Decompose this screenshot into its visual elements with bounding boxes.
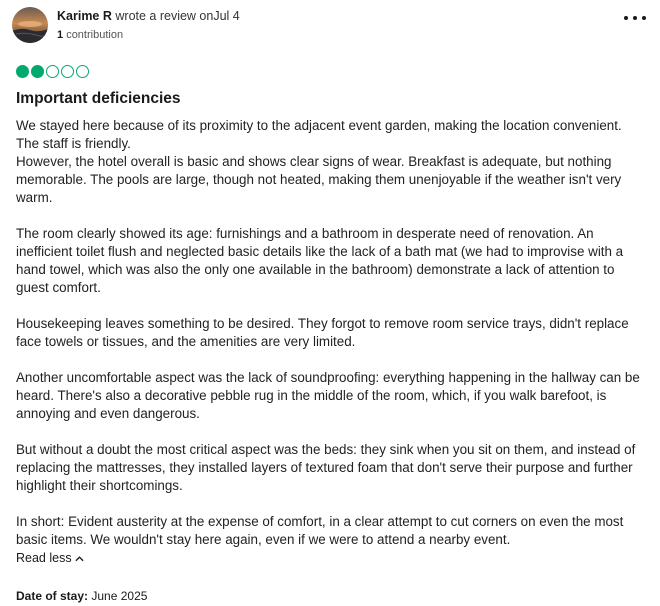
author-name[interactable]: Karime R <box>57 9 112 23</box>
avatar-image <box>12 7 48 43</box>
review-paragraph: Another uncomfortable aspect was the lack of soundproofing: everything happening in the hallway can be heard. There's also a decorative pebble rug in the middle of the room, which, if you walk barefoot, is annoying and even dangerous. <box>16 370 640 421</box>
review-paragraph: In short: Evident austerity at the expense of comfort, in a clear attempt to cut corners on even the most basic items. We wouldn't stay here again, even if we were to attend a nearby event. <box>16 514 624 547</box>
contribution-label: contribution <box>66 29 124 41</box>
more-dot <box>642 16 646 20</box>
author-line <box>57 9 240 23</box>
review-paragraph: Housekeeping leaves something to be desired. They forgot to remove room service trays, didn't replace face towels or tissues, and the amenities are very limited. <box>16 316 629 349</box>
read-less-label: Read less <box>16 551 72 565</box>
review-paragraph: The room clearly showed its age: furnishings and a bathroom in desperate need of renovation. An inefficient toilet flush and neglected basic details like the lack of a bath mat (we had to improvise with a hand towel, which was also the only one available in the bathroom) demonstrate a lack of attention to guest comfort. <box>16 226 624 295</box>
contribution-count <box>57 29 123 41</box>
date-of-stay-value: June 2025 <box>91 589 148 603</box>
review-title[interactable]: Important deficiencies <box>16 90 181 107</box>
date-of-stay-label: Date of stay: <box>16 589 89 603</box>
review-paragraph: We stayed here because of its proximity to the adjacent event garden, making the location convenient. The staff is friendly. However, the hotel overall is basic and shows clear signs of wear. Breakfast is adequate, but nothing memorable. The pools are large, though not heated, making them unenjoyable if the weather isn't very warm. <box>16 118 622 205</box>
rating-bubble-empty <box>76 65 89 78</box>
avatar[interactable] <box>12 7 48 43</box>
rating-bubble-filled <box>31 65 44 78</box>
review-body <box>16 117 646 549</box>
more-options-icon[interactable] <box>624 10 646 26</box>
review-date: Jul 4 <box>213 9 240 23</box>
review-action-text: wrote a review on <box>115 9 214 23</box>
date-of-stay <box>16 589 147 603</box>
rating-bubble-filled <box>16 65 29 78</box>
contribution-number: 1 <box>57 29 64 41</box>
rating-bubble-empty <box>61 65 74 78</box>
more-dot <box>624 16 628 20</box>
rating-bubble-empty <box>46 65 59 78</box>
rating-bubbles <box>16 65 89 78</box>
review-paragraph: But without a doubt the most critical aspect was the beds: they sink when you sit on them, and instead of replacing the mattresses, they installed layers of textured foam that don't serve their purpose and further highlight their shortcomings. <box>16 442 636 493</box>
more-dot <box>633 16 637 20</box>
read-less-button[interactable] <box>16 551 84 565</box>
chevron-up-icon <box>75 551 84 565</box>
